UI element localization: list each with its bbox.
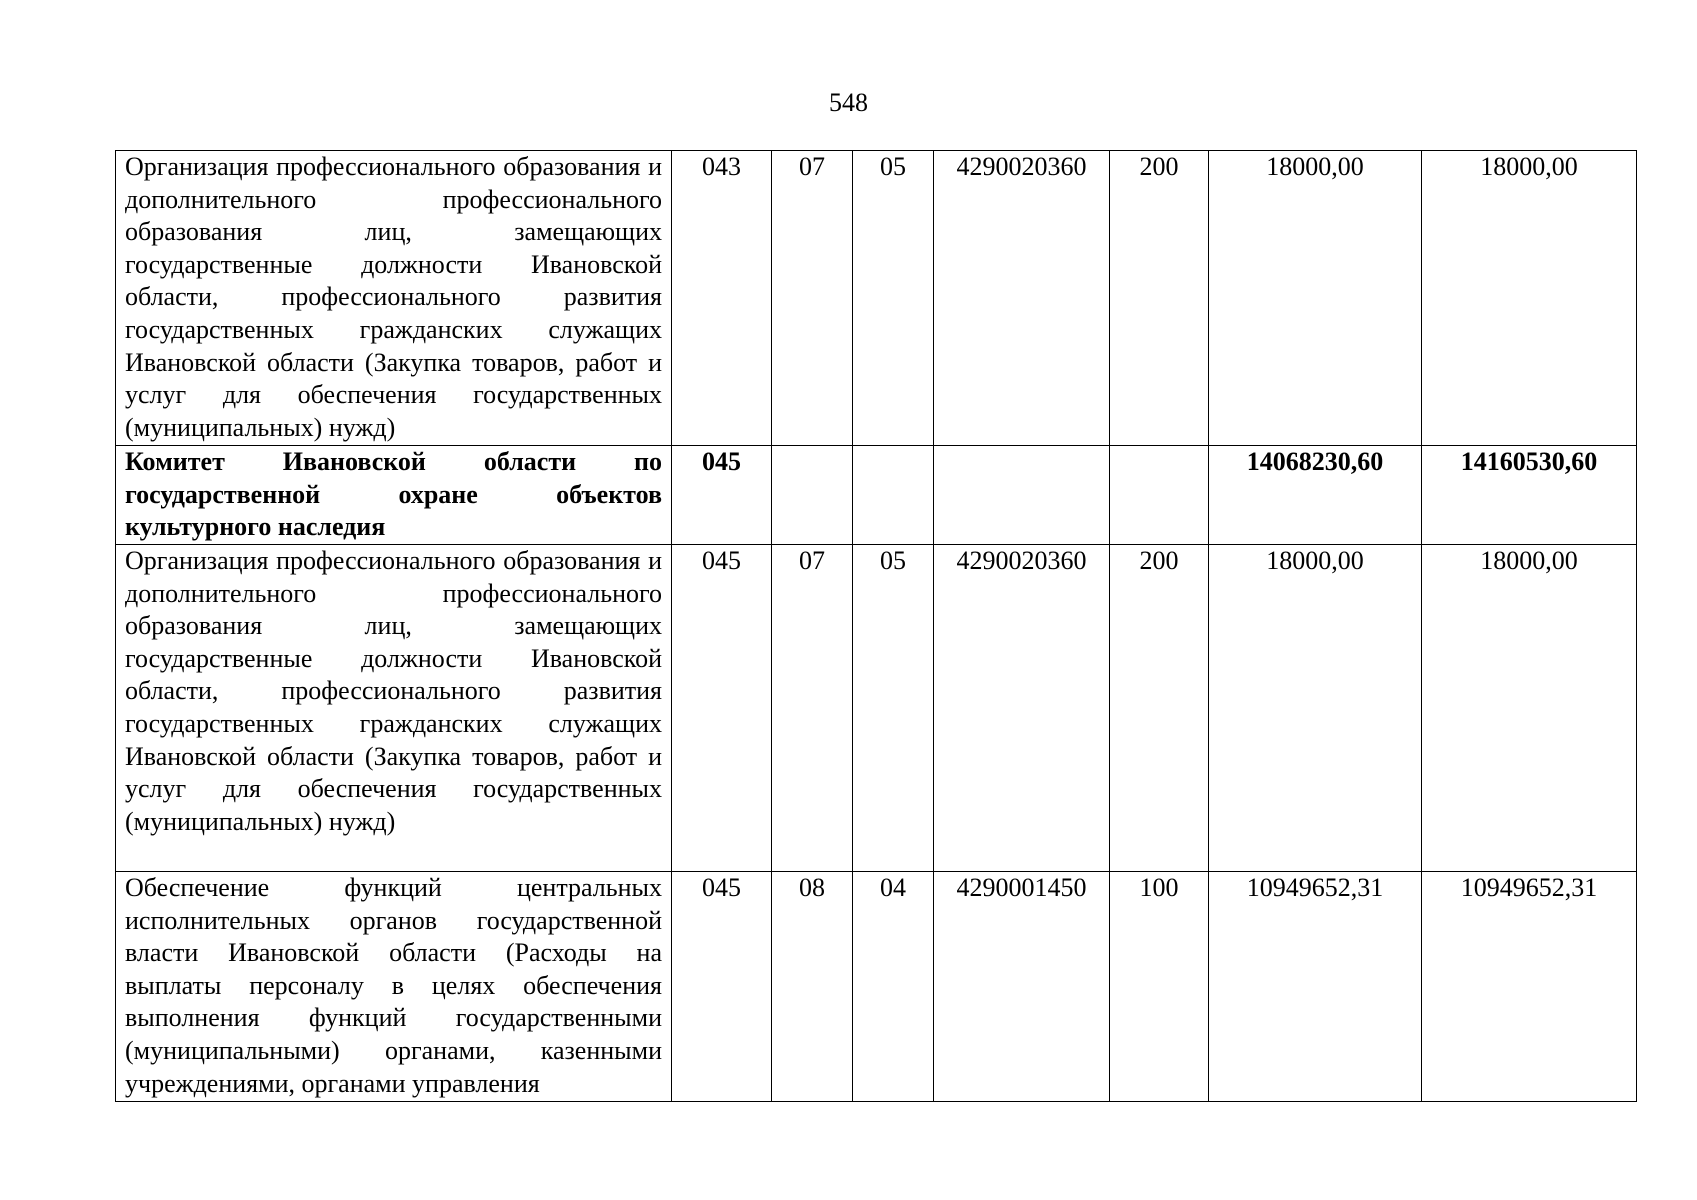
subsection-code: 05 — [853, 545, 934, 872]
section-code: 08 — [772, 872, 853, 1102]
row-description: Обеспечение функций центральных исполнительных органов государственной власти Ивановской области (Расходы на выплаты персоналу в целях обеспечения выполнения функций государственными (муниципальными) органами, казенными учреждениями, органами управления — [116, 872, 672, 1102]
target-article-code: 4290020360 — [934, 545, 1110, 872]
sum-first-year: 14068230,60 — [1209, 446, 1422, 545]
subsection-code: 05 — [853, 151, 934, 446]
budget-table — [115, 150, 1637, 1102]
ministry-code: 045 — [672, 446, 772, 545]
target-article-code — [934, 446, 1110, 545]
section-code: 07 — [772, 151, 853, 446]
sum-first-year: 18000,00 — [1209, 545, 1422, 872]
sum-first-year: 10949652,31 — [1209, 872, 1422, 1102]
target-article-code: 4290020360 — [934, 151, 1110, 446]
ministry-code: 043 — [672, 151, 772, 446]
row-description: Организация профессионального образования и дополнительного профессионального образования лиц, замещающих государственные должности Ивановской области, профессионального развития государственных гражданских служащих Ивановской области (Закупка товаров, работ и услуг для обеспечения государственных (муниципальных) нужд) — [116, 151, 672, 446]
ministry-code: 045 — [672, 872, 772, 1102]
row-description: Организация профессионального образования и дополнительного профессионального образования лиц, замещающих государственные должности Ивановской области, профессионального развития государственных гражданских служащих Ивановской области (Закупка товаров, работ и услуг для обеспечения государственных (муниципальных) нужд) — [116, 545, 672, 872]
sum-second-year: 18000,00 — [1422, 151, 1637, 446]
section-code — [772, 446, 853, 545]
table-row — [116, 872, 1637, 1102]
subsection-code — [853, 446, 934, 545]
page-number: 548 — [829, 88, 868, 117]
subsection-code: 04 — [853, 872, 934, 1102]
ministry-code: 045 — [672, 545, 772, 872]
sum-second-year: 14160530,60 — [1422, 446, 1637, 545]
target-article-code: 4290001450 — [934, 872, 1110, 1102]
section-code: 07 — [772, 545, 853, 872]
expense-type-code — [1110, 446, 1209, 545]
expense-type-code: 200 — [1110, 545, 1209, 872]
expense-type-code: 200 — [1110, 151, 1209, 446]
table-row — [116, 545, 1637, 872]
sum-second-year: 10949652,31 — [1422, 872, 1637, 1102]
sum-first-year: 18000,00 — [1209, 151, 1422, 446]
sum-second-year: 18000,00 — [1422, 545, 1637, 872]
table-row — [116, 446, 1637, 545]
table-row — [116, 151, 1637, 446]
row-description: Комитет Ивановской области по государственной охране объектов культурного наследия — [116, 446, 672, 545]
expense-type-code: 100 — [1110, 872, 1209, 1102]
